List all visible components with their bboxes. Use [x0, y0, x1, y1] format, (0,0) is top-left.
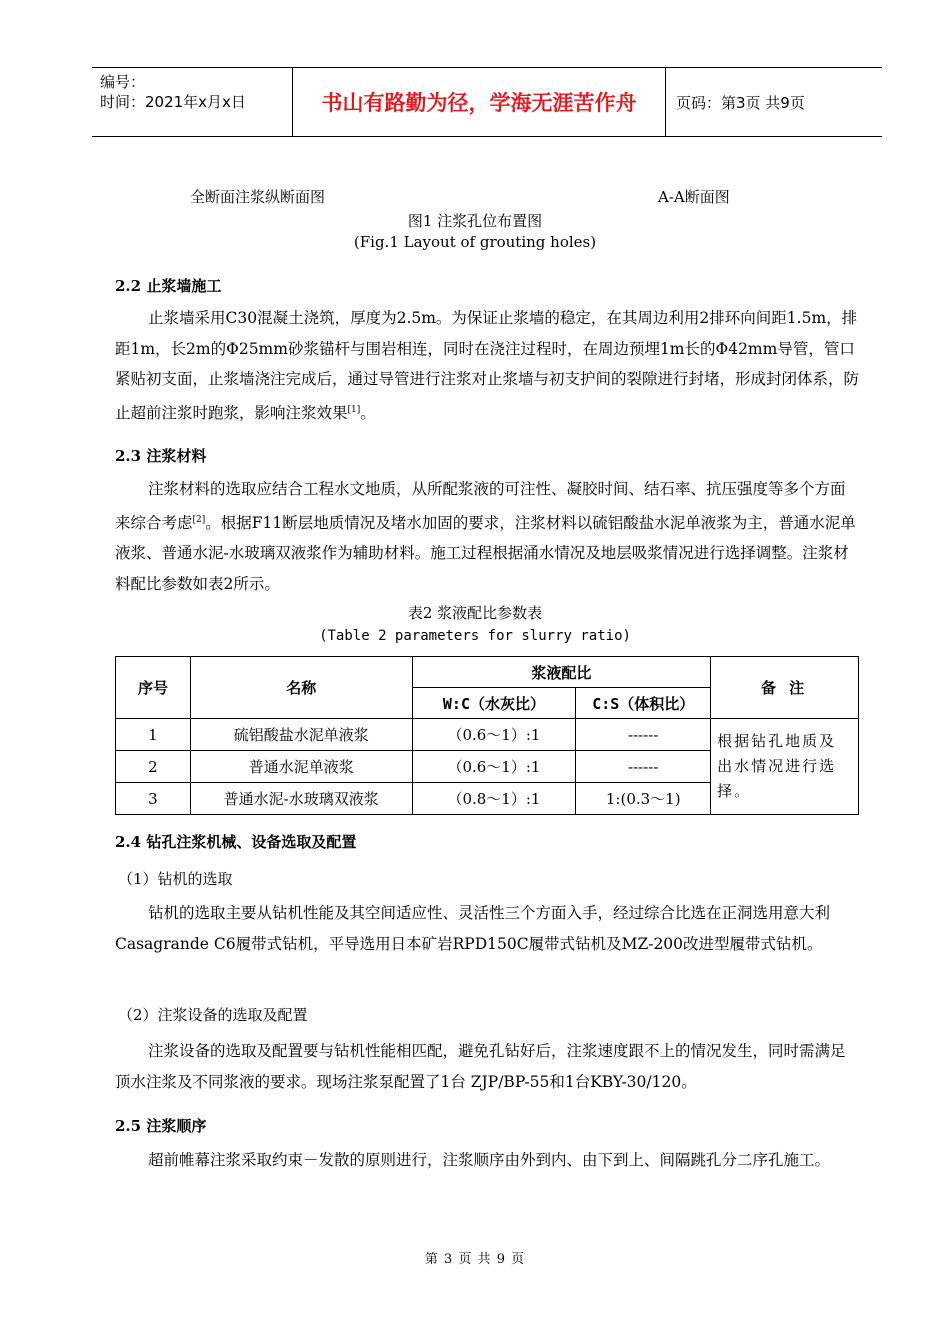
- row-wc: （0.8～1）:1: [412, 783, 576, 815]
- row-cs: ------: [576, 719, 711, 751]
- section-2-4-sub-2: （2）注浆设备的选取及配置: [118, 1006, 308, 1024]
- ref-2: [2]: [192, 514, 206, 525]
- section-2-3-body: [115, 474, 860, 599]
- row-no: 1: [116, 719, 191, 751]
- header-meta: [92, 68, 293, 136]
- section-2-5-text: 超前帷幕注浆采取约束－发散的原则进行，注浆顺序由外到内、由下到上、间隔跳孔分二序孔施工。: [148, 1151, 831, 1169]
- header-id: 编号：: [100, 73, 146, 91]
- table-row: [116, 719, 859, 751]
- section-2-4-body-1: [115, 898, 860, 959]
- row-note: 根据钻孔地质及出水情况进行选择。: [711, 719, 859, 815]
- section-2-4-title: 2.4 钻孔注浆机械、设备选取及配置: [115, 833, 357, 851]
- figure-left-label: 全断面注浆纵断面图: [190, 188, 326, 206]
- row-name: 普通水泥-水玻璃双液浆: [190, 783, 412, 815]
- section-2-4-sub-1: （1）钻机的选取: [118, 870, 233, 888]
- header-note: 备 注: [711, 657, 859, 719]
- section-2-2-title: 2.2 止浆墙施工: [115, 277, 222, 295]
- slurry-ratio-table: [115, 656, 859, 815]
- row-wc: （0.6～1）:1: [412, 751, 576, 783]
- header-page: 页码：第3页 共9页: [676, 93, 805, 112]
- section-2-4-text-2: 注浆设备的选取及配置要与钻机性能相匹配，避免孔钻好后，注浆速度跟不上的情况发生，同时需满足顶水注浆及不同浆液的要求。现场注浆泵配置了1台 ZJP/BP-55和1台KBY-30/120。: [115, 1042, 846, 1091]
- section-2-5-title: 2.5 注浆顺序: [115, 1117, 207, 1135]
- section-2-3-title: 2.3 注浆材料: [115, 447, 207, 465]
- section-2-2-body: [115, 303, 860, 428]
- row-name: 普通水泥单液浆: [190, 751, 412, 783]
- row-no: 3: [116, 783, 191, 815]
- header-ratio: 浆液配比: [412, 657, 711, 688]
- row-cs: 1:(0.3～1): [576, 783, 711, 815]
- section-2-3-text-1: 注浆材料的选取应结合工程水文地质，从所配浆液的可注性、凝胶时间、结石率、抗压强度等多个方面来综合考虑: [115, 480, 846, 532]
- header-name: 名称: [190, 657, 412, 719]
- figure-caption-en: (Fig.1 Layout of grouting holes): [353, 233, 597, 251]
- section-2-3-text-2: 。根据F11断层地质情况及堵水加固的要求，注浆材料以硫铝酸盐水泥单液浆为主，普通水泥单液浆、普通水泥-水玻璃双液浆作为辅助材料。施工过程根据涌水情况及地层吸浆情况进行选择调整。注浆材料配比参数如表2所示。: [115, 513, 856, 593]
- figure-caption-cn: 图1 注浆孔位布置图: [407, 212, 543, 230]
- ref-1: [1]: [347, 404, 361, 415]
- row-wc: （0.6～1）:1: [412, 719, 576, 751]
- section-2-5-body: [115, 1145, 860, 1176]
- figure-right-label: A-A断面图: [658, 188, 730, 206]
- section-2-4-text-1: 钻机的选取主要从钻机性能及其空间适应性、灵活性三个方面入手，经过综合比选在正洞选用意大利Casagrande C6履带式钻机，平导选用日本矿岩RPD150C履带式钻机及MZ-200改进型履带式钻机。: [115, 904, 831, 953]
- table-2-caption-cn: 表2 浆液配比参数表: [407, 604, 543, 622]
- row-name: 硫铝酸盐水泥单液浆: [190, 719, 412, 751]
- header-no: 序号: [116, 657, 191, 719]
- row-cs: ------: [576, 751, 711, 783]
- header-wc: W:C（水灰比）: [412, 688, 576, 719]
- section-2-2-text: 止浆墙采用C30混凝土浇筑，厚度为2.5m。为保证止浆墙的稳定，在其周边利用2排环向间距1.5m，排距1m，长2m的Φ25mm砂浆锚杆与围岩相连，同时在浇注过程时，在周边预埋1m长的Φ42mm导管，管口紧贴初支面，止浆墙浇注完成后，通过导管进行注浆对止浆墙与初支护间的裂隙进行封堵，形成封闭体系，防止超前注浆时跑浆，影响注浆效果: [115, 309, 860, 422]
- table-2-caption-en: (Table 2 parameters for slurry ratio): [319, 628, 631, 644]
- section-2-4-body-2: [115, 1036, 860, 1097]
- header-motto: 书山有路勤为径，学海无涯苦作舟: [293, 68, 666, 136]
- page-header: [92, 67, 882, 137]
- page-footer: 第 3 页 共 9 页: [424, 1252, 526, 1267]
- row-no: 2: [116, 751, 191, 783]
- section-2-2-end: 。: [360, 403, 376, 422]
- header-time: 时间：2021年x月x日: [100, 93, 246, 111]
- header-cs: C:S（体积比）: [576, 688, 711, 719]
